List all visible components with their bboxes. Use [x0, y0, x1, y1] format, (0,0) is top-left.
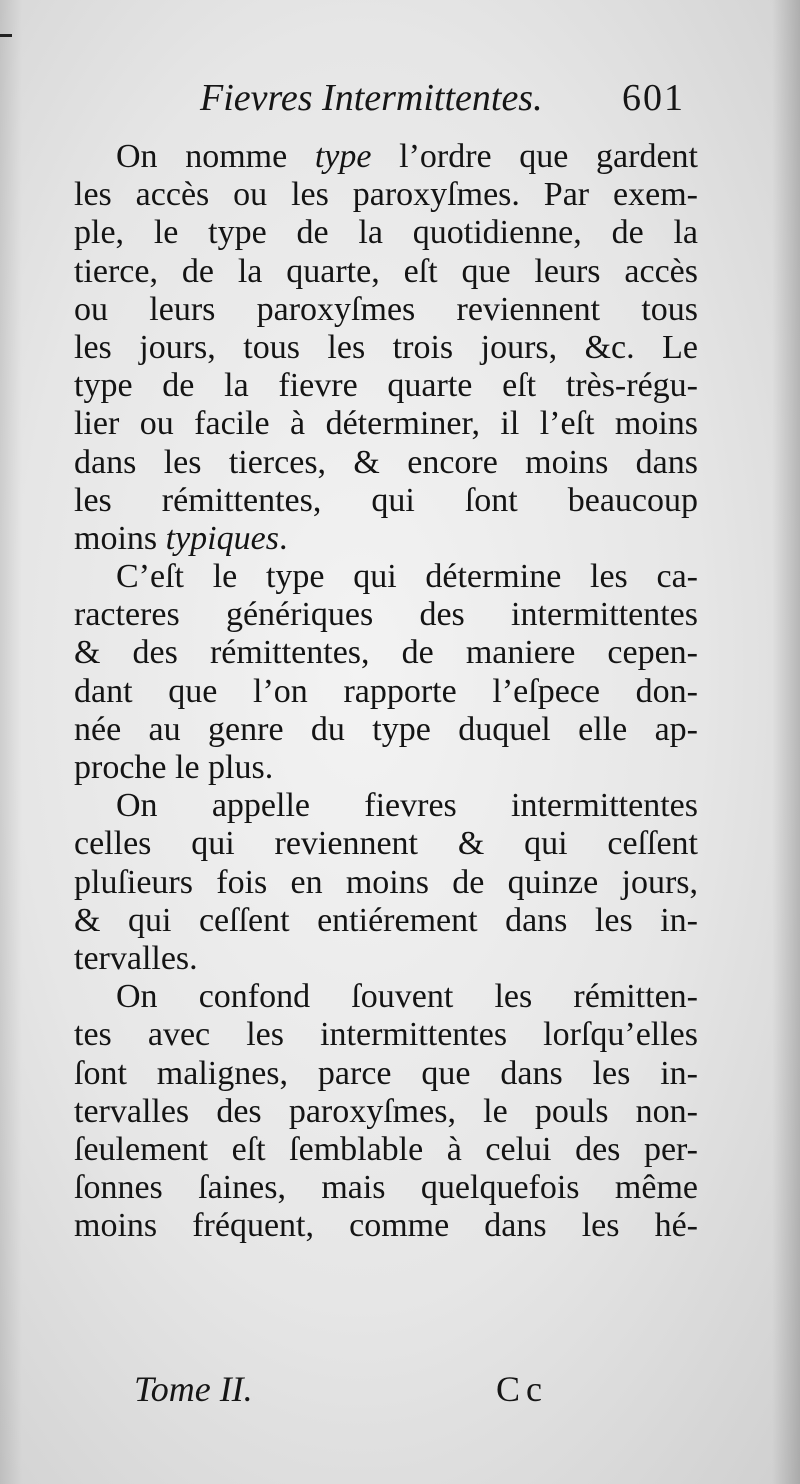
- page-footer: [0, 1368, 800, 1418]
- text-line: & des rémittentes, de maniere cepen-: [74, 634, 698, 672]
- text-line: tervalles.: [74, 939, 198, 977]
- text-line: tes avec les intermittentes lorſqu’elles: [74, 1016, 698, 1054]
- text-line: les rémittentes, qui ſont beaucoup: [74, 481, 698, 519]
- page-number: 601: [622, 77, 685, 119]
- running-title: Fievres Intermittentes.: [200, 77, 543, 119]
- page-shadow-right: [772, 0, 800, 1484]
- text-line: dans les tierces, & encore moins dans: [74, 443, 698, 481]
- text-body: [74, 138, 698, 1245]
- text-line: ſonnes ſaines, mais quelquefois même: [74, 1169, 698, 1207]
- signature-mark: Cc: [496, 1369, 548, 1409]
- text-line: type de la fievre quarte eſt très-régu-: [74, 367, 698, 405]
- text-line: On nomme type l’ordre que gardent: [116, 138, 698, 175]
- text-line: pluſieurs fois en moins de quinze jours,: [74, 863, 698, 901]
- text-line: ſeulement eſt ſemblable à celui des per-: [74, 1130, 698, 1168]
- text-line: & qui ceſſent entiérement dans les in-: [74, 901, 698, 939]
- margin-mark: [0, 34, 12, 37]
- text-line: ou leurs paroxyſmes reviennent tous: [74, 290, 698, 328]
- text-line: racteres génériques des intermittentes: [74, 596, 698, 634]
- text-line: moins fréquent, comme dans les hé-: [74, 1207, 698, 1245]
- text-line: tierce, de la quarte, eſt que leurs accès: [74, 252, 698, 290]
- page-shadow-left: [0, 0, 22, 1484]
- text-line: On confond ſouvent les rémitten-: [116, 978, 698, 1016]
- text-line: dant que l’on rapporte l’eſpece don-: [74, 672, 698, 710]
- text-line: ple, le type de la quotidienne, de la: [74, 214, 698, 252]
- text-line: ſont malignes, parce que dans les in-: [74, 1054, 698, 1092]
- volume-label: Tome II.: [134, 1369, 253, 1409]
- text-line: lier ou facile à déterminer, il l’eſt moins: [74, 405, 698, 443]
- text-line: On appelle fievres intermittentes: [116, 787, 698, 825]
- text-line: les jours, tous les trois jours, &c. Le: [74, 328, 698, 366]
- text-line: tervalles des paroxyſmes, le pouls non-: [74, 1092, 698, 1130]
- text-line: les accès ou les paroxyſmes. Par exem-: [74, 176, 698, 214]
- text-line: moins typiques.: [74, 519, 288, 557]
- text-line: celles qui reviennent & qui ceſſent: [74, 825, 698, 863]
- text-line: C’eſt le type qui détermine les ca-: [116, 558, 698, 596]
- page-header: [0, 76, 800, 132]
- text-line: née au genre du type duquel elle ap-: [74, 710, 698, 748]
- text-line: proche le plus.: [74, 749, 274, 786]
